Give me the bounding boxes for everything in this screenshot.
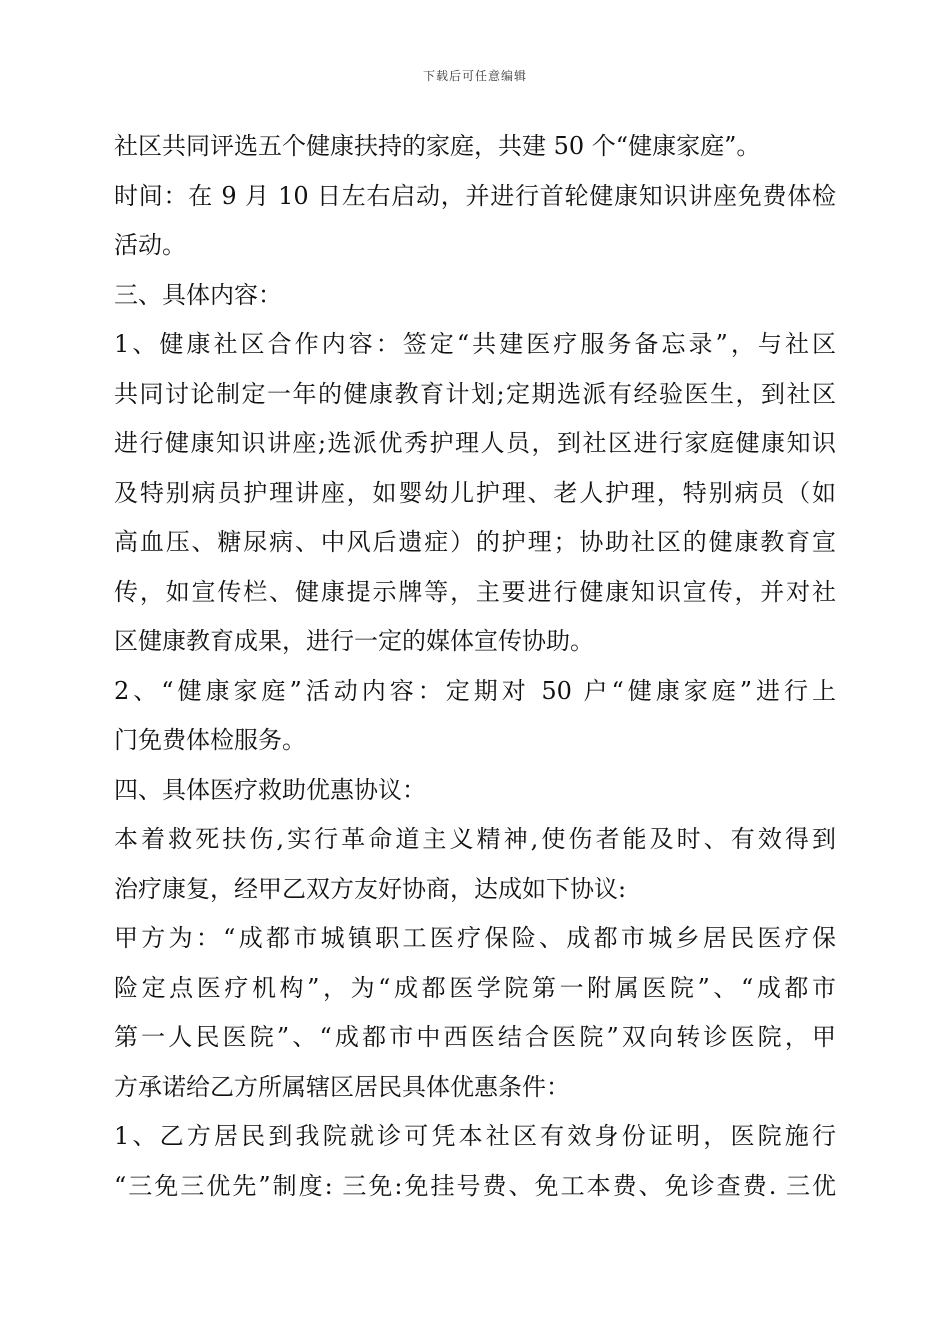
text-line: 门免费体检服务。 xyxy=(114,726,306,754)
text-line: 三、具体内容： xyxy=(114,280,282,309)
text-line: 进行健康知识讲座;选派优秀护理人员，到社区进行家庭健康知识 xyxy=(114,429,836,457)
text-line: 险定点医疗机构”，为“成都医学院第一附属医院”、“成都市 xyxy=(114,973,836,1002)
text-line: 方承诺给乙方所属辖区居民具体优惠条件： xyxy=(114,1072,570,1101)
text-line: 区健康教育成果，进行一定的媒体宣传协助。 xyxy=(114,627,594,655)
text-line: 及特别病员护理讲座，如婴幼儿护理、老人护理，特别病员（如 xyxy=(114,478,836,507)
text-line: 本着救死扶伤,实行革命道主义精神,使伤者能及时、有效得到 xyxy=(114,825,836,853)
text-line: “三免三优先”制度: 三免:免挂号费、免工本费、免诊查费. 三优 xyxy=(114,1171,836,1200)
page-header: 下载后可任意编辑 xyxy=(422,69,527,83)
text-line: 治疗康复，经甲乙双方友好协商，达成如下协议: xyxy=(114,874,627,903)
text-line: 甲方为：“成都市城镇职工医疗保险、成都市城乡居民医疗保 xyxy=(114,924,836,952)
text-line: 1、健康社区合作内容：签定“共建医疗服务备忘录”，与社区 xyxy=(114,330,836,358)
text-line: 时间：在 9 月 10 日左右启动，并进行首轮健康知识讲座免费体检 xyxy=(114,181,836,210)
text-line: 四、具体医疗救助优惠协议： xyxy=(114,775,426,804)
text-line: 共同讨论制定一年的健康教育计划;定期选派有经验医生，到社区 xyxy=(114,379,836,408)
text-line: 2、“健康家庭”活动内容：定期对 50 户“健康家庭”进行上 xyxy=(114,676,836,705)
text-line: 活动。 xyxy=(114,231,186,259)
text-line: 1、乙方居民到我院就诊可凭本社区有效身份证明，医院施行 xyxy=(114,1122,836,1150)
text-line: 第一人民医院”、“成都市中西医结合医院”双向转诊医院，甲 xyxy=(114,1023,836,1051)
text-line: 传，如宣传栏、健康提示牌等，主要进行健康知识宣传，并对社 xyxy=(114,577,836,606)
text-line: 高血压、糖尿病、中风后遗症）的护理；协助社区的健康教育宣 xyxy=(114,528,836,556)
document-body xyxy=(114,122,836,1211)
text-line: 社区共同评选五个健康扶持的家庭，共建 50 个“健康家庭”。 xyxy=(114,132,761,160)
